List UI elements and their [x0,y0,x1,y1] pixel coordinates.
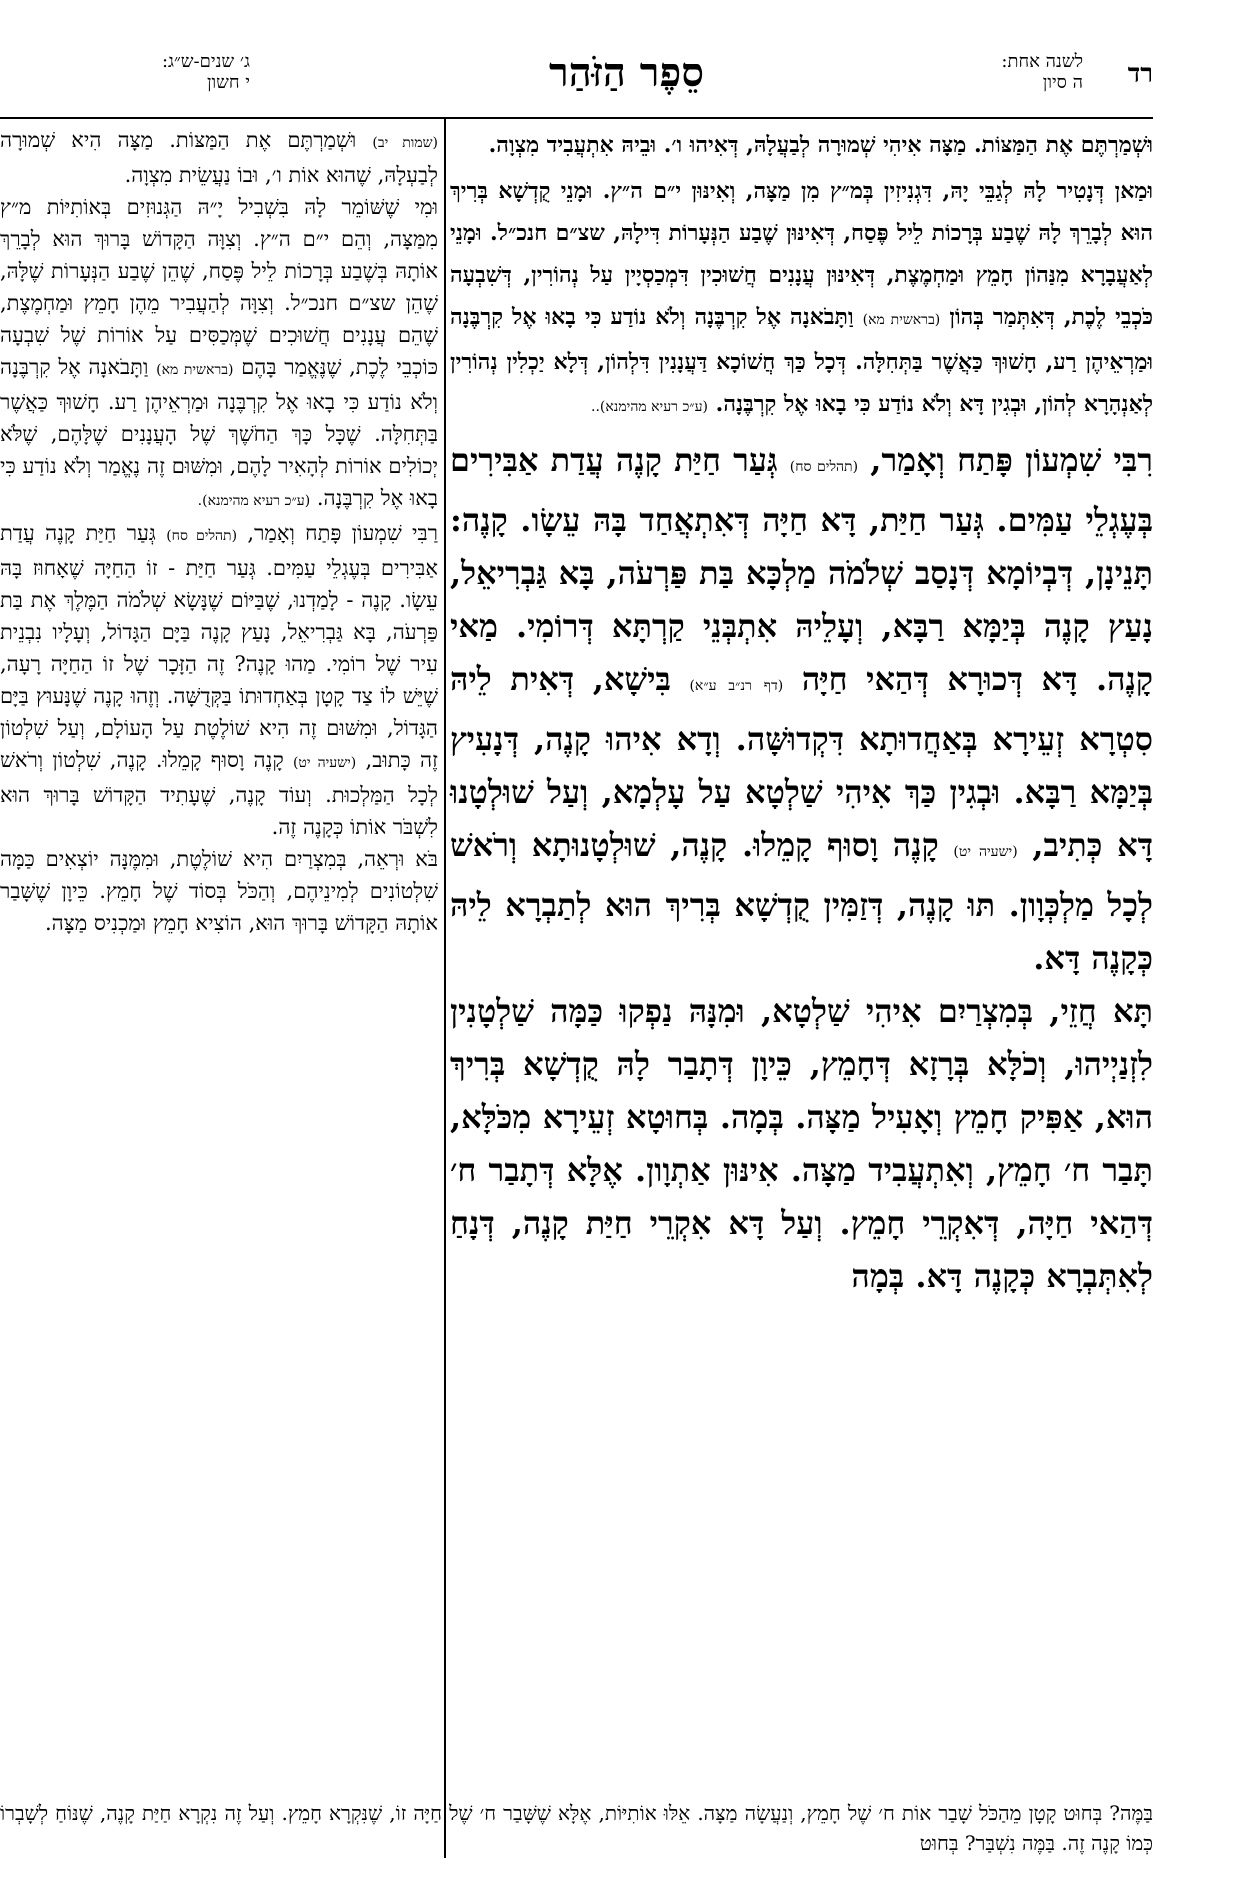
verse-reference: (ישעיה יט) [953,844,1018,860]
verse-reference: (שמות יב) [372,135,439,151]
main-paragraph-3: רִבִּי שִׁמְעוֹן פָּתַח וְאָמַר, (תהלים סח) גְּעַר חַיַּת קָנֶה עֲדַת אַבִּירִים בְּעֶגְלֵי עַמִּים. גְּעַר חַיַּת, דָּא חַיָּה דְּאִתְאֲחַד בָּהּ עֵשָׂו. קָנֶה: תָּנֵינָן, דְּבְיוֹמָא דְּנָסַב שְׁלֹמֹה מַלְכָּא בַּת פַּרְעֹה, בָּא גַּבְרִיאֵל, נָעַץ קָנֶה בְּיַמָּא רַבָּא, וְעָלֵיהּ אִתְבְּנֵי קַרְתָּא דְּרוֹמִי. מַאי קָנֶה. דָּא דְּכוּרָא דְּהַאי חַיָּה (דף רנ״ב ע״א) בִּישָׁא, דְּאִית לֵיהּ סִטְרָא זְעֵירָא בְּאַחֲדוּתָא דִּקְדוּשָּׁה. וְדָא אִיהוּ קָנֶה, דְּנָעִיץ בְּיַמָּא רַבָּא. וּבְגִין כַּךְ אִיהִי שַׁלְטָא עַל עָלְמָא, וְעַל שׁוּלְטָנוּ דָּא כְּתִיב, (ישעיה יט) קָנֶה וָסוּף קָמֵלוּ. קָנֶה, שׁוּלְטָנוּתָא וְרֹאשׁ לְכָל מַלְכְּוָון. תּוּ קָנֶה, דְּזַמִּין קֻדְשָׁא בְּרִיךְ הוּא לְתַבְרָא לֵיהּ כְּקָנֶה דָּא. [450,441,1154,977]
footer-continuation-text: בַּמֶּה? בְּחוּט קָטָן מֵהַכֹּל שָׁבַר אוֹת ח׳ שֶׁל חָמֵץ, וְנַעֲשָׂה מַצָּה. אֵלּוּ אוֹתִיּוֹת, אֶלָּא שֶׁשָּׁבַר ח׳ שֶׁל חַיָּה זוֹ, שֶׁנִּקְרָא חָמֵץ. וְעַל זֶה נִקְרָא חַיַּת קָנֶה, שֶׁנּוֹחַ לְשָׁבְרוֹ כְּמוֹ קָנֶה זֶה. בַּמֶּה נִשְׁבַּר? בְּחוּט [0,1801,1153,1855]
verse-reference: (תהלים סח) [166,528,238,544]
verse-reference: (בראשית מא) [862,312,941,328]
header-right-line2: ה סיון [1042,71,1083,93]
side-paragraph-1: (שמות יב) וּשְׁמַרְתֶּם אֶת הַמַּצּוֹת. מַצָּה הִיא שְׁמוּרָה לְבַעְלָהּ, שֶׁהוּא אוֹת ו׳, וּבוֹ נַעֲשֵׂית מִצְוָה. [0,128,439,187]
side-paragraph-4: בֹּא וּרְאֵה, בְּמִצְרַיִם הִיא שׁוֹלֶטֶת, וּמִמֶּנָּה יוֹצְאִים כַּמָּה שִׁלְטוֹנִים לְמִינֵיהֶם, וְהַכֹּל בְּסוֹד שֶׁל חָמֵץ. כֵּיוָן שֶׁשָּׁבַר אוֹתָהּ הַקָּדוֹשׁ בָּרוּךְ הוּא, הוֹצִיא חָמֵץ וּמַכְנִיס מַצָּה. [0,847,438,935]
header-divider [0,117,1153,119]
header-left-daily-study [0,52,250,93]
verse-reference: (בראשית מא) [156,362,234,378]
main-paragraph-4: תָּא חֲזֵי, בְּמִצְרַיִם אִיהִי שַׁלְטָא, וּמִנָּהּ נַפְקוּ כַּמָּה שַׁלְטָנִין לִזְנַיְיהוּ, וְכֹלָּא בְּרָזָא דְּחָמֵץ, כֵּיוָן דְּתָבַר לָהּ קֻדְשָׁא בְּרִיךְ הוּא, אַפִּיק חָמֵץ וְאָעִיל מַצָּה. בְּמָה. בְּחוּטָא זְעֵירָא מִכֹּלָּא, תָּבַר ח׳ חָמֵץ, וְאִתְעֲבִיד מַצָּה. אִינּוּן אַתְוָון. אֶלָּא דְּתָבַר ח׳ דְּהַאי חַיָּה, דְּאִקְרֵי חָמֵץ. וְעַל דָּא אִקְרֵי חַיַּת קָנֶה, דְּנָחַ לְאִתְּבְרָא כְּקָנֶה דָּא. בְּמָה [450,992,1153,1295]
main-column-aramaic [450,124,1153,1303]
side-paragraph-3: רַבִּי שִׁמְעוֹן פָּתַח וְאָמַר, (תהלים סח) גְּעַר חַיַּת קָנֶה עֲדַת אַבִּירִים בְּעֶגְלֵי עַמִּים. גְּעַר חַיַּת - זוֹ הַחַיָּה שֶׁאָחוּז בָּהּ עֵשָׂו. קָנֶה - לָמַדְנוּ, שֶׁבַּיּוֹם שֶׁנָּשָׂא שְׁלֹמֹה הַמֶּלֶךְ אֶת בַּת פַּרְעֹה, בָּא גַּבְרִיאֵל, נָעַץ קָנֶה בַּיָּם הַגָּדוֹל, וְעָלָיו נִבְנֵית עִיר שֶׁל רוֹמִי. מַהוּ קָנֶה? זֶה הַזָּכָר שֶׁל זוֹ הַחַיָּה רָעָה, שֶׁיֵּשׁ לוֹ צַד קָטָן בְּאַחְדוּתוֹ בַּקְּדֻשָּׁה. וְזֶהוּ קָנֶה שֶׁנָּעוּץ בַּיָּם הַגָּדוֹל, וּמִשּׁוּם זֶה הִיא שׁוֹלֶטֶת עַל הָעוֹלָם, וְעַל שִׁלְטוֹן זֶה כָּתוּב, (ישעיה יט) קָנֶה וָסוּף קָמֵלוּ. קָנֶה, שִׁלְטוֹן וְרֹאשׁ לְכָל הַמַּלְכוּת. וְעוֹד קָנֶה, שֶׁעָתִיד הַקָּדוֹשׁ בָּרוּךְ הוּא לִשְׁבֹּר אוֹתוֹ כְּקָנֶה זֶה. [0,521,438,839]
page-number: רד [1127,59,1153,89]
side-column-hebrew-translation [0,124,438,939]
header-left-line2: י חשון [206,71,250,93]
verse-reference: (תהלים סח) [789,459,859,475]
column-divider [444,118,446,1858]
header-right-line1: לשנה אחת: [1001,51,1083,72]
section-note: (ע״כ רעיא מהימנא).. [591,399,708,415]
main-paragraph-1: וּשְׁמַרְתֶּם אֶת הַמַּצּוֹת. מַצָּה אִיהִי שְׁמוּרָה לְבַעֲלָהּ, דְּאִיהוּ ו׳. וּבֵיהּ אִתְעֲבִיד מִצְוָה. [488,132,1153,158]
side-paragraph-2: וּמִי שֶׁשּׁוֹמֵר לָהּ בִּשְׁבִיל יָ״הּ הַגְּנוּזִים בְּאוֹתִיּוֹת מ״ץ מִמַּצָּה, וְהֵם י״ם ה״ץ. וְצִוָּה הַקָּדוֹשׁ בָּרוּךְ הוּא לְבָרֵךְ אוֹתָהּ בְּשֶׁבַע בְּרָכוֹת לֵיל פֶּסַח, שֶׁהֵן שֶׁבַע הַנְּעָרוֹת שֶׁלָּהּ, שֶׁהֵן שצ״ם חנכ״ל. וְצִוָּה לְהַעֲבִיר מֵהֶן חָמֵץ וּמַחְמֶצֶת, שֶׁהֵם עֲנָנִים חֲשׁוּכִים שֶׁמְּכַסִּים עַל אוֹרוֹת שֶׁל שִׁבְעָה כּוֹכְבֵי לֶכֶת, שֶׁנֶּאֱמַר בָּהֶם (בראשית מא) וַתָּבֹאנָה אֶל קִרְבֶּנָה וְלֹא נוֹדַע כִּי בָאוּ אֶל קִרְבֶּנָה וּמַרְאֵיהֶן רַע. חָשׁוּךְ כַּאֲשֶׁר בַּתְּחִלָּה. שֶׁכָּל כָּךְ הַחֹשֶׁךְ שֶׁל הָעֲנָנִים שֶׁלָּהֶם, שֶׁלֹּא יְכוֹלִים אוֹרוֹת לְהָאִיר לָהֶם, וּמִשּׁוּם זֶה נֶאֱמַר וְלֹא נוֹדַע כִּי בָאוּ אֶל קִרְבֶּנָה. (ע״כ רעיא מהימנא). [0,195,438,510]
main-paragraph-2: וּמַאן דְּנָטִיר לָהּ לְגַבֵּי יָהּ, דִּגְנִיזִין בְּמ״ץ מִן מַצָּה, וְאִינּוּן י״ם ה״ץ. וּמָנֵי קֻדְשָׁא בְּרִיךְ הוּא לְבָרֵךְ לָהּ שֶׁבַע בְּרָכוֹת לֵיל פֶּסַח, דְּאִינּוּן שֶׁבַע הַנְּעָרוֹת דִּילָהּ, שצ״ם חנכ״ל. וּמָנֵי לְאַעֲבָרָא מִנַּהוֹן חָמֵץ וּמַחְמֶצֶת, דְּאִינּוּן עֲנָנִים חֲשׁוּכִין דִּמְכַסְיָין עַל נְהוֹרִין, דְּשִׁבְעָה כֹּכְבֵי לֶכֶת, דְּאִתְּמַר בְּהוֹן (בראשית מא) וַתָּבֹאנָה אֶל קִרְבֶּנָה וְלֹא נוֹדַע כִּי בָאוּ אֶל קִרְבֶּנָה וּמַרְאֵיהֶן רַע, חָשׁוּךְ כַּאֲשֶׁר בַּתְּחִלָּה. דְּכָל כַּךְ חֲשׁוֹכָא דַּעֲנָנִין דִּלְהוֹן, דְּלָא יַכְלִין נְהוֹרִין לְאַנְהָרָא לְהוֹן, וּבְגִין דָּא וְלֹא נוֹדַע כִּי בָאוּ אֶל קִרְבֶּנָה. (ע״כ רעיא מהימנא).. [450,178,1153,417]
book-title: סֵפֶר הַזֹּהַר [549,49,704,96]
header-left-line1: ג׳ שנים-ש״ג: [161,51,250,72]
section-note: (ע״כ רעיא מהימנא). [197,493,311,509]
folio-reference: (דף רנ״ב ע״א) [689,678,784,694]
verse-reference: (ישעיה יט) [292,755,357,771]
